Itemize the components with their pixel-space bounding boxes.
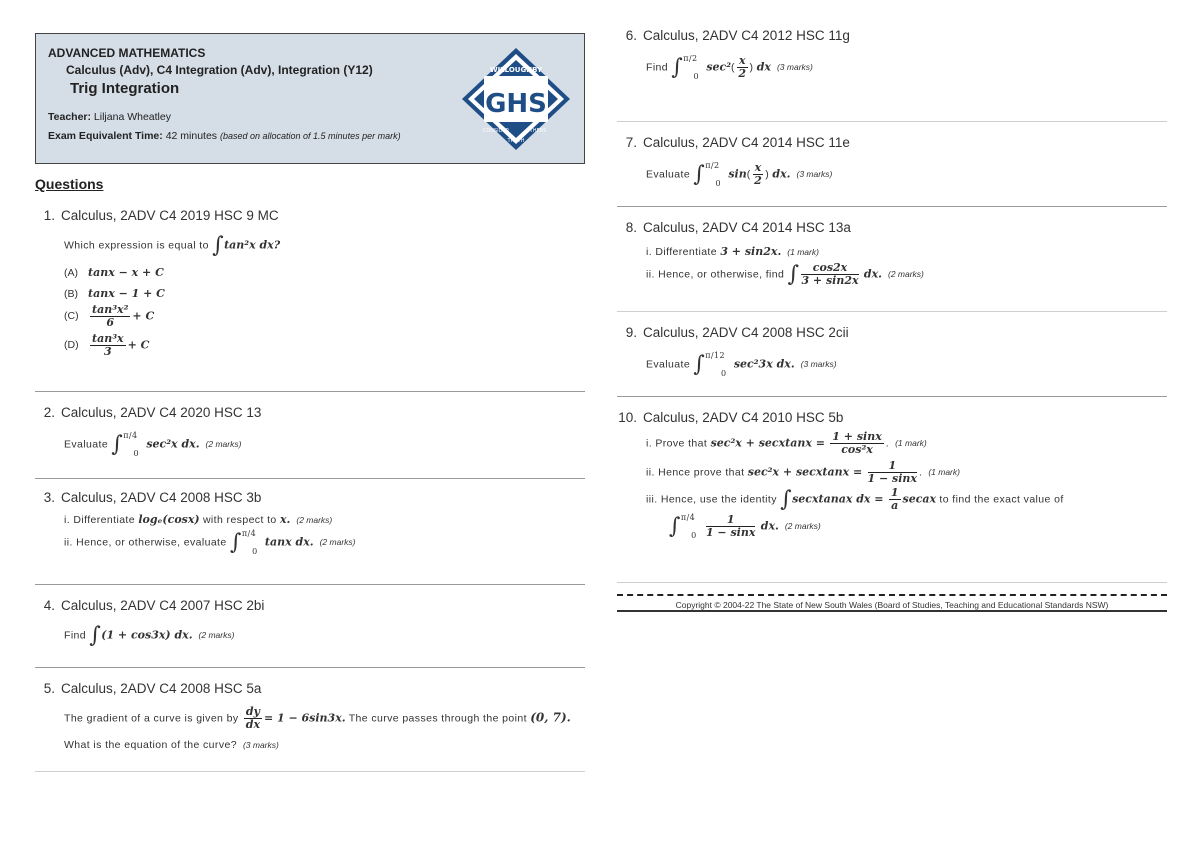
divider (617, 311, 1167, 312)
part-i: i. Differentiate 3 + sin2x. (1 mark) (646, 245, 819, 258)
questions-heading: Questions (35, 176, 104, 192)
question-title: 5. Calculus, 2ADV C4 2008 HSC 5a (43, 681, 262, 696)
footer-line (617, 610, 1167, 612)
question-6 (617, 28, 1167, 80)
question-title: 10. Calculus, 2ADV C4 2010 HSC 5b (618, 410, 844, 425)
question-line-1: The gradient of a curve is given by $\frac{dy}{dx}$ = 1 − 6sin3x. The curve passes through the point (0, 7). (64, 705, 571, 731)
question-title: 9. Calculus, 2ADV C4 2008 HSC 2cii (625, 325, 849, 340)
part-i: i. Prove that sec²x + secxtanx = $\frac{1 + \sin x}{\text{cos²x}}$ . (1 mark) (646, 430, 927, 456)
question-10 (617, 410, 1167, 539)
question-line-2: What is the equation of the curve? (3 marks) (64, 739, 279, 751)
question-body: Evaluate ∫π/20 sin( $\frac{x}{2}$ ) dx. (3 marks) (646, 160, 833, 188)
exam-time: 42 minutes (165, 130, 218, 142)
divider (35, 667, 585, 668)
option-d: (D) $\frac{\text{tan³x}}{3}$ + C (64, 332, 150, 358)
question-title: 1. Calculus, 2ADV C4 2019 HSC 9 MC (43, 208, 279, 223)
svg-text:WILLOUGHBY: WILLOUGHBY (489, 66, 543, 74)
worksheet-header (35, 33, 585, 164)
question-1 (35, 208, 585, 358)
part-iii: iii. Hence, use the identity ∫secxtanax dx = $\frac{1}{a}$ secax to find the exact value of (646, 486, 1064, 512)
question-body: Find ∫(1 + cos3x) dx. (2 marks) (64, 623, 235, 648)
question-title: 2. Calculus, 2ADV C4 2020 HSC 13 (43, 405, 262, 420)
question-title: 6. Calculus, 2ADV C4 2012 HSC 11g (625, 28, 850, 43)
divider (35, 771, 585, 772)
question-8 (617, 220, 1167, 287)
question-5 (35, 681, 585, 751)
school-logo (460, 46, 572, 152)
part-iii-integral: ∫π/40 $\frac{1}{1 - \sin x}$ dx. (2 marks) (669, 512, 821, 540)
question-body: Evaluate ∫π/120 sec²3x dx. (3 marks) (646, 350, 837, 378)
question-title: 7. Calculus, 2ADV C4 2014 HSC 11e (625, 135, 850, 150)
question-2 (35, 405, 585, 457)
divider (35, 584, 585, 585)
part-i: i. Differentiate logₑ(cosx) with respect to x. (2 marks) (64, 513, 333, 526)
question-title: 8. Calculus, 2ADV C4 2014 HSC 13a (625, 220, 851, 235)
divider (35, 391, 585, 392)
part-ii: ii. Hence, or otherwise, find ∫ $\frac{\cos 2x}{3 + \sin 2x}$ dx. (2 marks) (646, 261, 924, 287)
question-3 (35, 490, 585, 555)
question-title: 3. Calculus, 2ADV C4 2008 HSC 3b (43, 490, 262, 505)
divider (35, 478, 585, 479)
teacher-name: Liljana Wheatley (93, 111, 171, 123)
divider (617, 582, 1167, 583)
svg-text:TRUTH: TRUTH (507, 138, 525, 144)
time-line: Exam Equivalent Time: 42 minutes (based on allocation of 1.5 minutes per mark) (48, 130, 401, 142)
subject: ADVANCED MATHEMATICS (48, 46, 206, 60)
svg-text:GHS: GHS (485, 89, 547, 119)
footer-dashes (617, 594, 1167, 596)
copyright: Copyright © 2004-22 The State of New South Wales (Board of Studies, Teaching and Educational Standards NSW) (675, 600, 1109, 610)
divider (617, 396, 1167, 397)
option-b: (B) tanx − 1 + C (64, 287, 165, 300)
option-c: (C) $\frac{\text{tan³x²}}{6}$ + C (64, 303, 155, 329)
teacher-line: Teacher: Liljana Wheatley (48, 111, 171, 123)
divider (617, 121, 1167, 122)
option-a: (A) tanx − x + C (64, 266, 164, 279)
question-9 (617, 325, 1167, 377)
svg-text:CONSIDER: CONSIDER (482, 128, 510, 134)
question-4 (35, 598, 585, 648)
time-note: (based on allocation of 1.5 minutes per mark) (219, 131, 401, 141)
part-ii: ii. Hence prove that sec²x + secxtanx = $\frac{1}{1 - \sin x}$ . (1 mark) (646, 459, 960, 485)
question-7 (617, 135, 1167, 187)
topics: Calculus (Adv), C4 Integration (Adv), Integration (Y12) (66, 63, 373, 77)
divider (617, 206, 1167, 207)
svg-text:OTHERS: OTHERS (525, 128, 547, 134)
page-title: Trig Integration (70, 80, 180, 97)
question-prompt: Which expression is equal to ∫tan²x dx? (64, 233, 281, 258)
question-body: Evaluate ∫π/40 sec²x dx. (2 marks) (64, 430, 242, 458)
question-title: 4. Calculus, 2ADV C4 2007 HSC 2bi (43, 598, 265, 613)
question-body: Find ∫π/20 sec²( $\frac{x}{2}$ ) dx (3 marks) (646, 53, 813, 81)
part-ii: ii. Hence, or otherwise, evaluate ∫π/40 tanx dx. (2 marks) (64, 528, 356, 556)
